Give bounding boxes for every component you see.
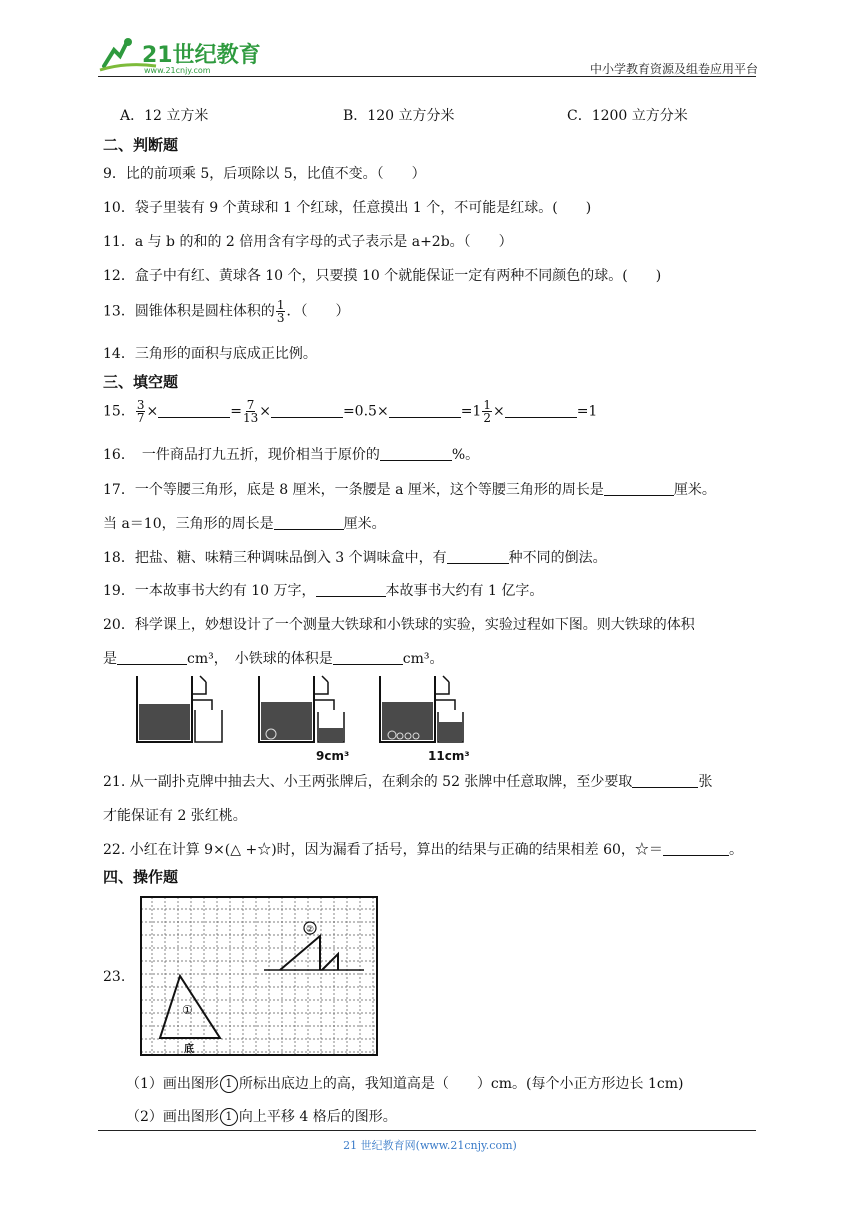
question-10: 10．袋子里装有 9 个黄球和 1 个红球，任意摸出 1 个，不可能是红球。( ) [103,200,592,216]
section-fill-title: 三、填空题 [103,373,179,391]
question-23-part2: （2）画出图形 1 向上平移 4 格后的图形。 [126,1109,397,1125]
blank-15a[interactable] [158,403,230,418]
footer-text: 21 世纪教育网(www.21cnjy.com) [343,1139,517,1152]
platform-title: 中小学教育资源及组卷应用平台 [589,62,758,76]
beaker-3 [380,676,470,763]
site-logo [96,36,276,76]
base-label: 底 [184,1044,194,1055]
blank-18[interactable] [447,549,509,564]
option-b: B．120 立方分米 [343,108,455,124]
question-23-number: 23. [103,969,126,985]
beaker-1 [137,676,222,742]
fraction-one-third: $\frac{1}{3}$ [276,298,285,325]
blank-15b[interactable] [271,403,343,418]
question-11: 11．a 与 b 的和的 2 倍用含有字母的式子表示是 a+2b。（ ） [103,234,513,250]
blank-20a[interactable] [117,650,187,665]
experiment-figure [130,672,475,764]
beaker-label-11: 11cm³ [428,749,470,763]
section-judgement-title: 二、判断题 [103,136,179,154]
header-divider [98,76,756,77]
question-20-line1: 20．科学课上，妙想设计了一个测量大铁球和小铁球的实验，实验过程如下图。则大铁球的体积 [103,617,695,633]
section-operation-title: 四、操作题 [103,868,179,886]
logo-url: www.21cnjy.com [144,66,211,75]
blank-20b[interactable] [333,650,403,665]
question-19: 19．一本故事书大约有 10 万字， 本故事书大约有 1 亿字。 [103,583,544,599]
beaker-2 [259,676,349,763]
question-20-line2: 是 cm³， 小铁球的体积是 cm³。 [103,651,444,667]
blank-17b[interactable] [274,515,344,530]
question-22: 22. 小红在计算 9×(△ +☆)时，因为漏看了括号，算出的结果与正确的结果相差 60，☆＝ 。 [103,842,743,858]
figure-1-label: ① [182,1003,193,1017]
blank-16[interactable] [380,446,452,461]
question-21-line1: 21. 从一副扑克牌中抽去大、小王两张牌后，在剩余的 52 张牌中任意取牌，至少要取 张 [103,774,713,790]
blank-15d[interactable] [505,403,577,418]
question-12: 12．盒子中有红、黄球各 10 个，只要摸 10 个就能保证一定有两种不同颜色的球。( ) [103,268,662,284]
option-c: C．1200 立方分米 [567,108,688,124]
option-a: A．12 立方米 [120,108,209,124]
figure-2-triangle-small [322,954,338,970]
question-14: 14．三角形的面积与底成正比例。 [103,346,317,362]
question-21-line2: 才能保证有 2 张红桃。 [103,808,247,824]
question-9: 9．比的前项乘 5，后项除以 5，比值不变。（ ） [103,166,426,182]
grid-figure [140,896,380,1058]
footer-divider [98,1130,756,1131]
question-17-line1: 17．一个等腰三角形，底是 8 厘米，一条腰是 a 厘米，这个等腰三角形的周长是 厘米。 [103,482,716,498]
blank-22[interactable] [663,841,729,856]
blank-15c[interactable] [389,403,461,418]
beaker-label-9: 9cm³ [316,749,350,763]
question-23-part1: （1）画出图形 1 所标出底边上的高，我知道高是（ ）cm。(每个小正方形边长 1cm) [126,1076,684,1092]
figure-2-label: ② [306,925,315,935]
question-15: 15． $\frac{3}{7}$ × = $\frac{7}{13}$ × =0.5× =1 $\frac{1}{2}$ × =1 [103,398,598,425]
question-18: 18．把盐、糖、味精三种调味品倒入 3 个调味盒中，有 种不同的倒法。 [103,550,607,566]
figure-2-triangle-large [280,936,320,970]
logo-text: 21世纪教育 [142,43,261,68]
blank-19[interactable] [316,582,386,597]
question-17-line2: 当 a＝10，三角形的周长是 厘米。 [103,516,386,532]
blank-17a[interactable] [604,481,674,496]
question-13: 13．圆锥体积是圆柱体积的 $\frac{1}{3}$ ．（ ） [103,298,350,325]
question-16: 16． 一件商品打九五折，现价相当于原价的 %。 [103,447,480,463]
blank-21[interactable] [632,773,698,788]
